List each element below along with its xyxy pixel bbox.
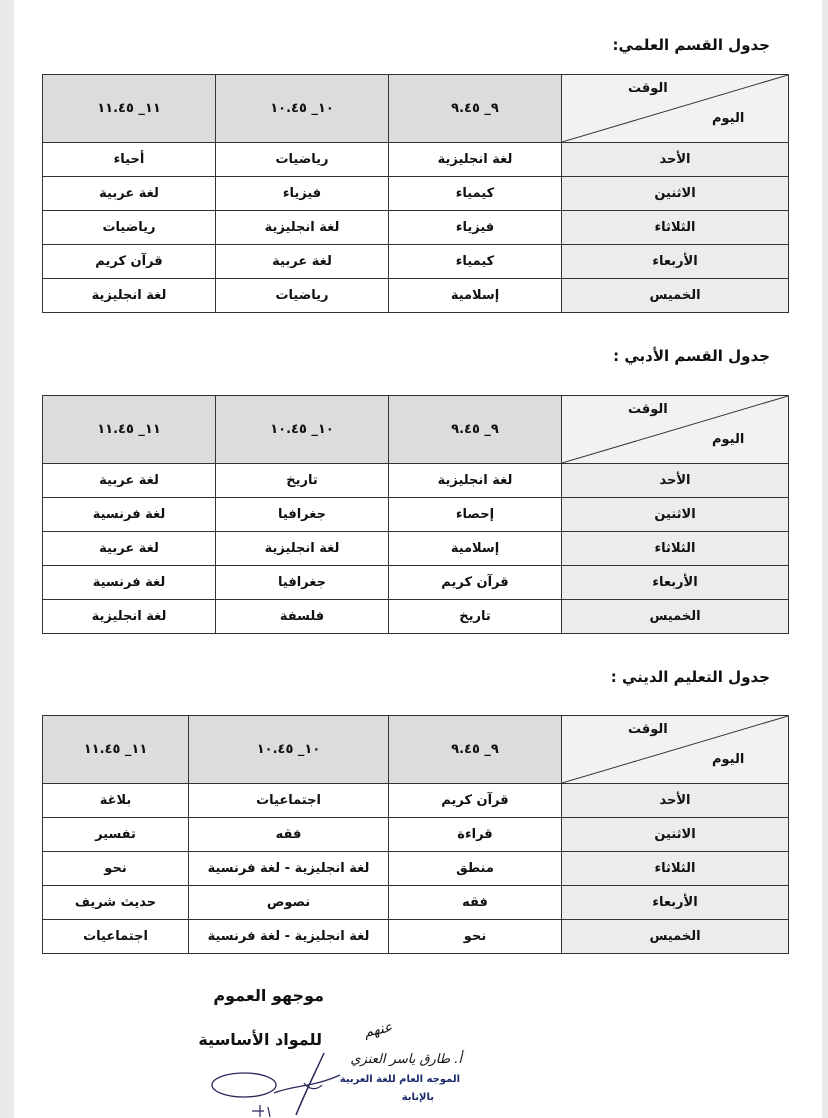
subject-cell: لغة انجليزية - لغة فرنسية xyxy=(189,852,389,886)
subject-cell: فقه xyxy=(389,886,562,920)
handwritten-annotation: عنهم xyxy=(362,1019,394,1041)
table-row xyxy=(43,784,789,818)
subject-cell: لغة فرنسية xyxy=(43,498,216,532)
subject-cell: إسلامية xyxy=(389,532,562,566)
subject-cell: فيزياء xyxy=(216,177,389,211)
subject-cell: فيزياء xyxy=(389,211,562,245)
table-row xyxy=(43,143,789,177)
subject-cell: تاريخ xyxy=(216,464,389,498)
subject-cell: كيمياء xyxy=(389,177,562,211)
table-row xyxy=(43,852,789,886)
day-label: اليوم xyxy=(712,111,745,126)
day-cell: الأحد xyxy=(562,464,789,498)
section-title-science: جدول القسم العلمي: xyxy=(612,36,770,54)
table-row xyxy=(43,245,789,279)
time-label: الوقت xyxy=(628,81,668,96)
time-label: الوقت xyxy=(628,402,668,417)
subject-cell: لغة انجليزية xyxy=(43,600,216,634)
subject-cell: لغة انجليزية - لغة فرنسية xyxy=(189,920,389,954)
table-row xyxy=(43,818,789,852)
subject-cell: إحصاء xyxy=(389,498,562,532)
day-label: اليوم xyxy=(712,752,745,767)
subject-cell: جغرافيا xyxy=(216,566,389,600)
signature-scrawl xyxy=(204,1045,344,1118)
subject-cell: قراءة xyxy=(389,818,562,852)
document-page xyxy=(14,0,822,1118)
period-header: ١١_ ١١.٤٥ xyxy=(43,75,216,143)
subject-cell: لغة انجليزية xyxy=(43,279,216,313)
stamp-subtitle: بالإنابة xyxy=(401,1092,434,1103)
day-cell: الأربعاء xyxy=(562,566,789,600)
schedule-table-religious xyxy=(42,715,789,954)
subject-cell: أحياء xyxy=(43,143,216,177)
signature-line-2: للمواد الأساسية xyxy=(198,1030,322,1049)
day-cell: الأحد xyxy=(562,143,789,177)
period-header: ١١_ ١١.٤٥ xyxy=(43,716,189,784)
subject-cell: إسلامية xyxy=(389,279,562,313)
subject-cell: حديث شريف xyxy=(43,886,189,920)
subject-cell: منطق xyxy=(389,852,562,886)
section-title-literary: جدول القسم الأدبي : xyxy=(613,347,770,365)
day-cell: الاثنين xyxy=(562,498,789,532)
subject-cell: لغة عربية xyxy=(43,464,216,498)
table-row xyxy=(43,920,789,954)
subject-cell: لغة انجليزية xyxy=(216,532,389,566)
table-row xyxy=(43,279,789,313)
signature-line-1: موجهو العموم xyxy=(213,986,324,1005)
table-row xyxy=(43,177,789,211)
day-cell: الأربعاء xyxy=(562,886,789,920)
subject-cell: لغة انجليزية xyxy=(389,464,562,498)
schedule-table-science xyxy=(42,74,789,313)
period-header: ٩_ ٩.٤٥ xyxy=(389,396,562,464)
subject-cell: بلاغة xyxy=(43,784,189,818)
period-header: ١٠_ ١٠.٤٥ xyxy=(216,396,389,464)
table-row xyxy=(43,532,789,566)
subject-cell: تاريخ xyxy=(389,600,562,634)
subject-cell: رياضيات xyxy=(216,279,389,313)
section-title-religious: جدول التعليم الديني : xyxy=(610,668,770,686)
period-header: ٩_ ٩.٤٥ xyxy=(389,716,562,784)
day-cell: الاثنين xyxy=(562,818,789,852)
schedule-table-literary xyxy=(42,395,789,634)
subject-cell: فلسفة xyxy=(216,600,389,634)
day-cell: الثلاثاء xyxy=(562,852,789,886)
day-label: اليوم xyxy=(712,432,745,447)
subject-cell: رياضيات xyxy=(216,143,389,177)
subject-cell: جغرافيا xyxy=(216,498,389,532)
time-label: الوقت xyxy=(628,722,668,737)
day-cell: الأحد xyxy=(562,784,789,818)
subject-cell: لغة عربية xyxy=(216,245,389,279)
subject-cell: فقه xyxy=(189,818,389,852)
day-cell: الخميس xyxy=(562,279,789,313)
day-cell: الخميس xyxy=(562,600,789,634)
day-cell: الأربعاء xyxy=(562,245,789,279)
subject-cell: لغة عربية xyxy=(43,532,216,566)
table-row xyxy=(43,600,789,634)
subject-cell: نحو xyxy=(389,920,562,954)
period-header: ٩_ ٩.٤٥ xyxy=(389,75,562,143)
day-cell: الخميس xyxy=(562,920,789,954)
subject-cell: كيمياء xyxy=(389,245,562,279)
day-cell: الاثنين xyxy=(562,177,789,211)
subject-cell: لغة انجليزية xyxy=(389,143,562,177)
table-row xyxy=(43,211,789,245)
period-header: ١١_ ١١.٤٥ xyxy=(43,396,216,464)
corner-header-cell xyxy=(562,396,789,464)
subject-cell: لغة فرنسية xyxy=(43,566,216,600)
table-row xyxy=(43,566,789,600)
subject-cell: قرآن كريم xyxy=(389,566,562,600)
subject-cell: لغة انجليزية xyxy=(216,211,389,245)
corner-header-cell xyxy=(562,75,789,143)
table-row xyxy=(43,498,789,532)
subject-cell: تفسير xyxy=(43,818,189,852)
subject-cell: اجتماعيات xyxy=(189,784,389,818)
table-row xyxy=(43,886,789,920)
day-cell: الثلاثاء xyxy=(562,532,789,566)
corner-header-cell xyxy=(562,716,789,784)
subject-cell: لغة عربية xyxy=(43,177,216,211)
subject-cell: رياضيات xyxy=(43,211,216,245)
subject-cell: نحو xyxy=(43,852,189,886)
period-header: ١٠_ ١٠.٤٥ xyxy=(189,716,389,784)
subject-cell: نصوص xyxy=(189,886,389,920)
stamp-title: الموجه العام للغة العربية xyxy=(339,1074,460,1085)
period-header: ١٠_ ١٠.٤٥ xyxy=(216,75,389,143)
subject-cell: قرآن كريم xyxy=(43,245,216,279)
subject-cell: اجتماعيات xyxy=(43,920,189,954)
subject-cell: قرآن كريم xyxy=(389,784,562,818)
table-row xyxy=(43,464,789,498)
stamp-name: أ. طارق ياسر العنزي xyxy=(350,1052,462,1067)
day-cell: الثلاثاء xyxy=(562,211,789,245)
